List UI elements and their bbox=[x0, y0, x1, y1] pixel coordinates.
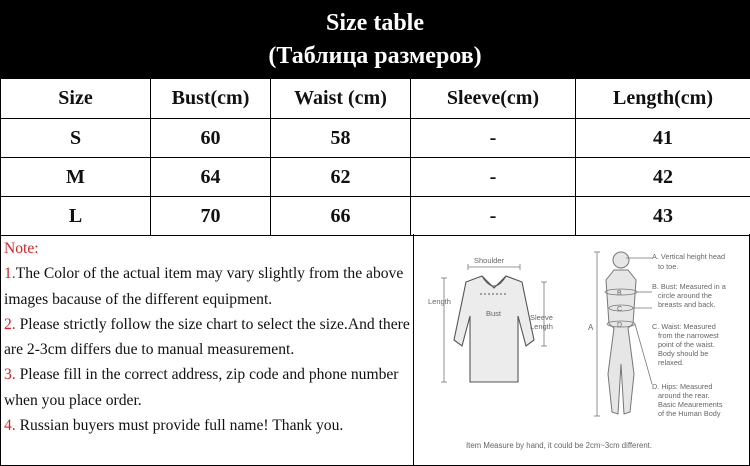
sleeve-label-line1: Sleeve bbox=[530, 313, 553, 322]
definition-line: circle around the bbox=[658, 291, 712, 300]
sleeve-label-line2: Length bbox=[530, 322, 553, 331]
definition-line: to toe. bbox=[658, 262, 679, 271]
table-cell: 58 bbox=[271, 119, 411, 158]
note-number: 3. bbox=[4, 366, 16, 384]
size-table bbox=[0, 78, 750, 236]
table-row bbox=[1, 119, 750, 158]
notes-panel bbox=[0, 234, 414, 466]
definition-line: relaxed. bbox=[658, 358, 684, 367]
column-header: Size bbox=[1, 79, 151, 119]
note-number: 2. bbox=[4, 315, 16, 333]
table-cell: 43 bbox=[576, 197, 750, 236]
table-header-row bbox=[1, 79, 750, 119]
definition-line: breasts and back. bbox=[658, 300, 716, 309]
definition-line: from the narrowest bbox=[658, 331, 719, 340]
definition-line: point of the waist. bbox=[658, 340, 715, 349]
size-table-header bbox=[0, 0, 750, 78]
definition-line: D. Hips: Measured bbox=[652, 382, 713, 391]
measurement-diagram bbox=[414, 234, 750, 466]
page-title: Size table bbox=[326, 10, 424, 36]
definition-line: of the Human Body bbox=[658, 409, 721, 418]
table-cell: 60 bbox=[151, 119, 271, 158]
note-item bbox=[4, 362, 413, 413]
column-header: Length(cm) bbox=[576, 79, 750, 119]
notes-heading: Note: bbox=[4, 240, 39, 257]
shoulder-label: Shoulder bbox=[474, 256, 505, 265]
table-cell: 64 bbox=[151, 158, 271, 197]
table-cell: S bbox=[1, 119, 151, 158]
definition-line: Basic Meaurements bbox=[658, 400, 723, 409]
note-number: 4. bbox=[4, 417, 16, 435]
table-row bbox=[1, 158, 750, 197]
garment-sketch bbox=[454, 276, 534, 382]
length-label: Length bbox=[428, 297, 451, 306]
note-item bbox=[4, 413, 413, 438]
table-cell: L bbox=[1, 197, 151, 236]
definition-line: B. Bust: Measured in a bbox=[652, 282, 726, 291]
column-header: Bust(cm) bbox=[151, 79, 271, 119]
definition-line: A. Vertical height head bbox=[652, 252, 726, 261]
table-cell: - bbox=[411, 158, 576, 197]
column-header: Sleeve(cm) bbox=[411, 79, 576, 119]
table-cell: - bbox=[411, 197, 576, 236]
note-item bbox=[4, 312, 413, 363]
note-text: Please fill in the correct address, zip code and phone number when you place order. bbox=[4, 366, 399, 409]
body-silhouette bbox=[606, 252, 636, 414]
note-text: Please strictly follow the size chart to select the size.And there are 2-3cm differs due to manual measurement. bbox=[4, 315, 410, 359]
table-cell: 41 bbox=[576, 119, 750, 158]
definition-line: Body should be bbox=[658, 349, 709, 358]
note-text: Russian buyers must provide full name! Thank you. bbox=[15, 417, 344, 435]
table-row bbox=[1, 197, 750, 236]
measure-footnote: Item Measure by hand, it could be 2cm~3cm different. bbox=[466, 441, 652, 450]
body-letter-d: D bbox=[617, 322, 623, 329]
table-cell: - bbox=[411, 119, 576, 158]
table-cell: 62 bbox=[271, 158, 411, 197]
note-text: The Color of the actual item may vary slightly from the above images bacause of the different equipment. bbox=[4, 265, 404, 308]
note-number: 1. bbox=[4, 265, 16, 283]
table-cell: 42 bbox=[576, 158, 750, 197]
body-letter-c: C bbox=[617, 306, 623, 313]
note-item bbox=[4, 261, 413, 312]
table-cell: 70 bbox=[151, 197, 271, 236]
definition-line: around the rear. bbox=[658, 391, 710, 400]
table-cell: 66 bbox=[271, 197, 411, 236]
measurement-definitions bbox=[652, 252, 727, 418]
body-letter-b: B bbox=[617, 290, 622, 297]
column-header: Waist (cm) bbox=[271, 79, 411, 119]
page-subtitle: (Таблица размеров) bbox=[268, 43, 482, 69]
bust-label: Bust bbox=[486, 309, 502, 318]
definition-line: C. Waist: Measured bbox=[652, 322, 716, 331]
table-cell: M bbox=[1, 158, 151, 197]
measurement-figure bbox=[414, 234, 750, 466]
body-letter-a: A bbox=[588, 323, 594, 332]
